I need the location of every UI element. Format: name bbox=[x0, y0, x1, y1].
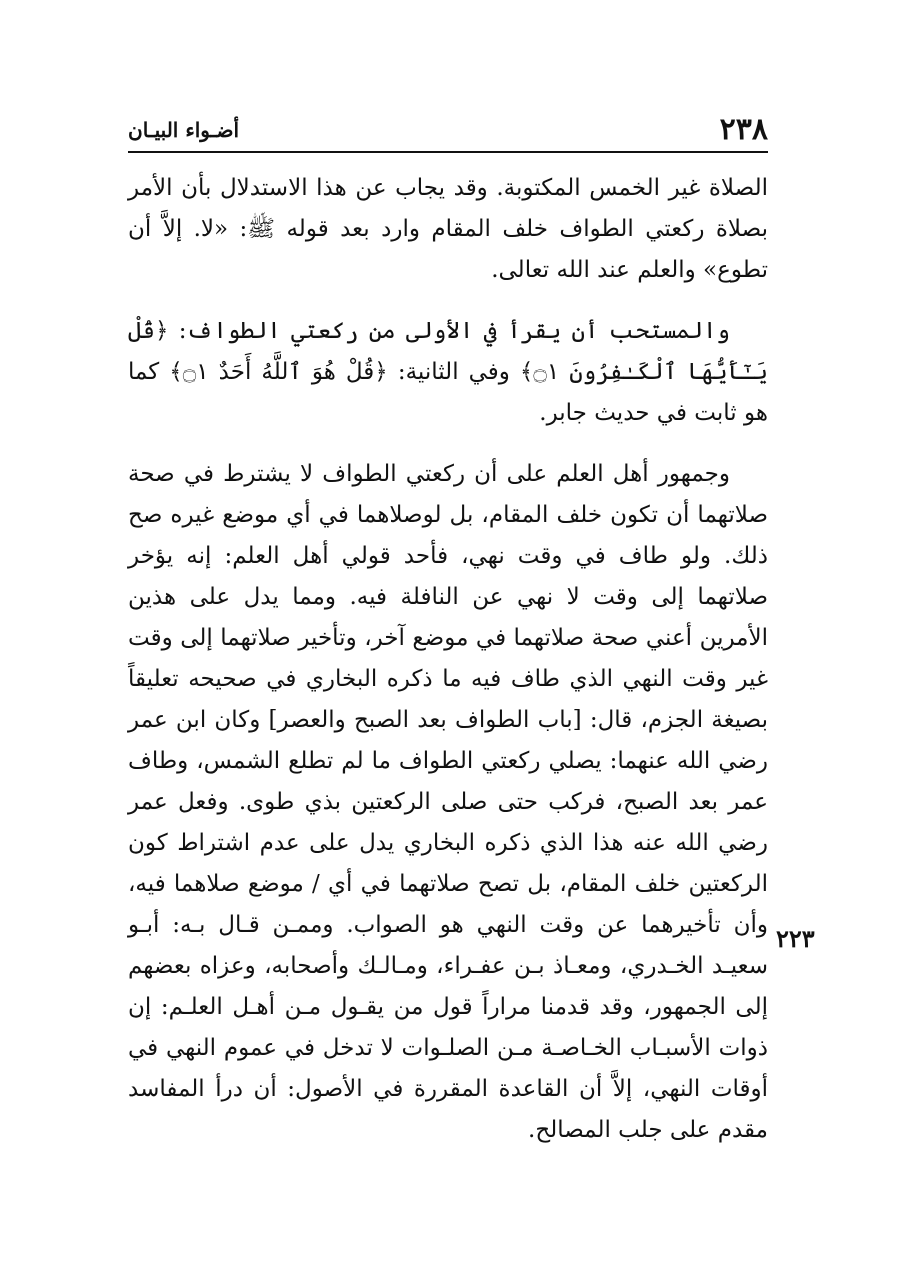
quran-verse-ikhlas: ﴿قُلْ هُوَ ٱللَّهُ أَحَدٌ ۝١﴾ bbox=[169, 359, 388, 385]
header-rule bbox=[128, 151, 768, 153]
paragraph-2 bbox=[128, 311, 768, 434]
quran-verse-kafirun: ﴿قُلْ يَـٰٓأَيُّهَا ٱلْكَـٰفِرُونَ ۝١﴾ bbox=[128, 318, 768, 385]
paragraph-2-text-b: وفي الثانية: bbox=[387, 359, 520, 385]
paragraph-3: وجمهور أهل العلم على أن ركعتي الطواف لا يشترط في صحة صلاتهما أن تكون خلف المقام، بل لوصلاهما في أي موضع غيره صح ذلك. ولو طاف في وقت نهي، فأحد قولي أهل العلم: إنه يؤخر صلاتهما إلى وقت لا نهي عن النافلة فيه. ومما يدل على هذين الأمرين أعني صحة صلاتهما في موضع آخر، وتأخير صلاتهما إلى وقت غير وقت النهي الذي طاف فيه ما ذكره البخاري في صحيحه تعليقاً بصيغة الجزم، قال: [باب الطواف بعد الصبح والعصر] وكان ابن عمر رضي الله عنهما: يصلي ركعتي الطواف ما لم تطلع الشمس، وطاف عمر بعد الصبح، فركب حتى صلى الركعتين بذي طوى. وفعل عمر رضي الله عنه هذا الذي ذكره البخاري يدل على عدم اشتراط كون الركعتين خلف المقام، بل تصح صلاتهما في أي / موضع صلاهما فيه، وأن تأخيرهما عن وقت النهي هو الصواب. وممـن قـال بـه: أبـو سعيـد الخـدري، ومعـاذ بـن عفـراء، ومـالـك وأصحابه، وعزاه بعضهم إلى الجمهور، وقد قدمنا مراراً قول من يقـول مـن أهـل العلـم: إن ذوات الأسبـاب الخـاصـة مـن الصلـوات لا تدخل في عموم النهي في أوقات النهي، إلاَّ أن القاعدة المقررة في الأصول: أن درأ المفاسد مقدم على جلب المصالح. bbox=[128, 461, 768, 1143]
margin-page-reference: ٢٢٣ bbox=[776, 924, 815, 953]
page-number: ٢٣٨ bbox=[719, 112, 768, 147]
paragraph-1: الصلاة غير الخمس المكتوبة. وقد يجاب عن هذا الاستدلال بأن الأمر بصلاة ركعتي الطواف خلف المقام وارد بعد قوله ﷺ: «لا. إلاَّ أن تطوع» والعلم عند الله تعالى. bbox=[128, 175, 768, 283]
paragraph-2-text-c: كما هو ثابت في حديث جابر. bbox=[128, 359, 768, 426]
page-header bbox=[128, 104, 768, 152]
running-title: أضـواء البيـان bbox=[128, 118, 240, 142]
body-text bbox=[128, 168, 768, 1151]
paragraph-2-text-a: والمستحب أن يقرأ في الأولى من ركعتي الطواف: bbox=[168, 318, 730, 344]
